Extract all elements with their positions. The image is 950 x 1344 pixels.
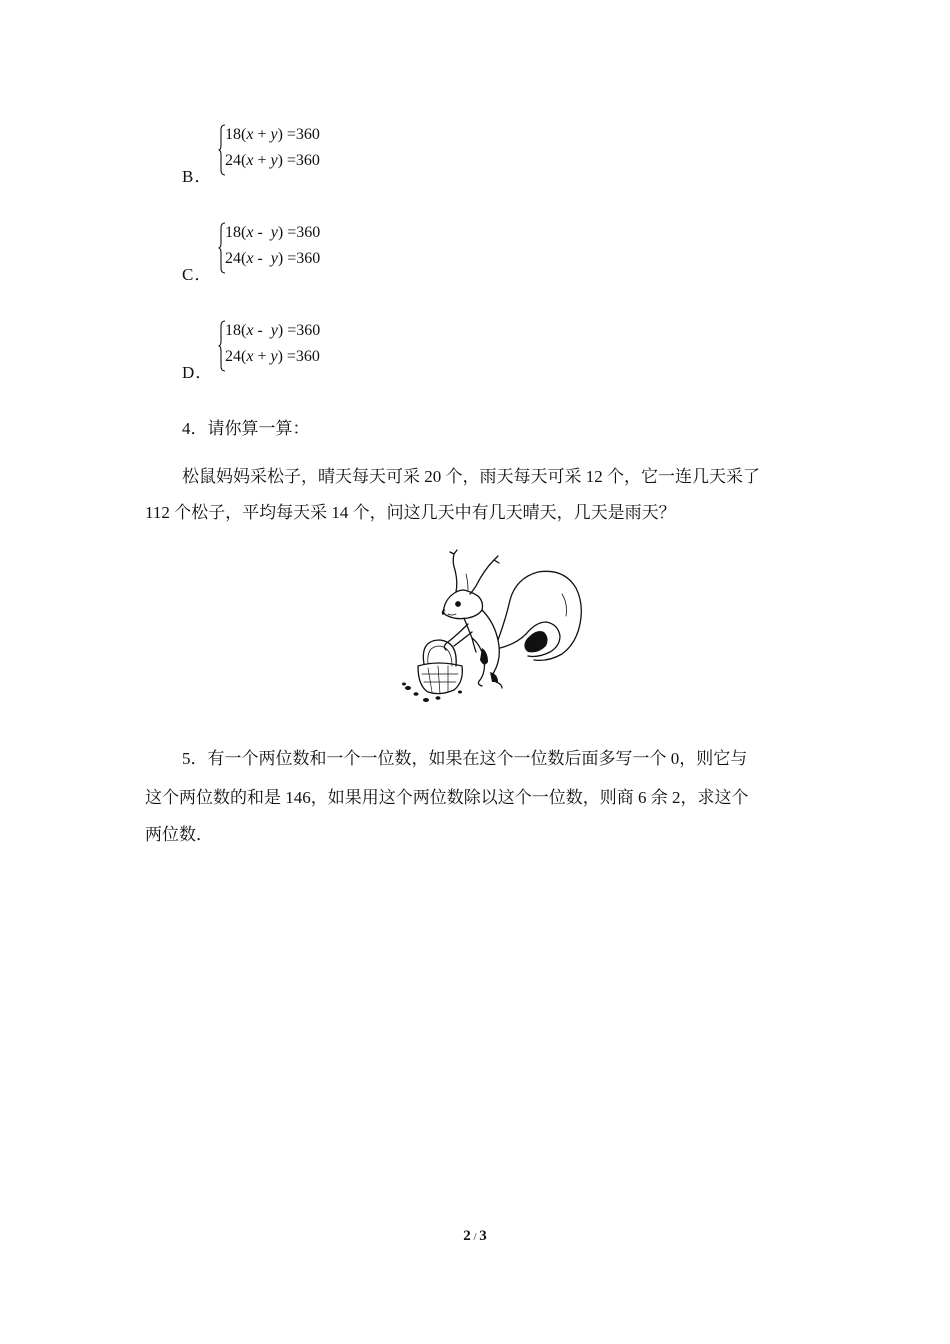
equation-1: 18(x + y) =360 <box>225 126 320 143</box>
equation-system <box>218 222 378 274</box>
equation-2: 24(x + y) =360 <box>225 152 320 169</box>
question-5-line-1: 5．有一个两位数和一个一位数，如果在这个一位数后面多写一个 0，则它与 <box>182 749 748 768</box>
page-number: 2 / 3 <box>463 1228 487 1244</box>
equation-system <box>218 320 378 372</box>
squirrel-illustration <box>398 548 598 708</box>
equation-system <box>218 124 378 176</box>
question-5-line-3: 两位数． <box>145 825 213 844</box>
option-label: B． <box>182 167 213 186</box>
question-4-line-2: 112 个松子，平均每天采 14 个，问这几天中有几天晴天，几天是雨天？ <box>145 503 676 522</box>
equation-2: 24(x - y) =360 <box>225 250 321 267</box>
question-5-line-2: 这个两位数的和是 146，如果用这个两位数除以这个一位数，则商 6 余 2，求这个 <box>145 788 749 807</box>
equation-1: 18(x - y) =360 <box>225 224 321 241</box>
option-label: D． <box>182 363 214 382</box>
question-4-title: 4．请你算一算： <box>182 419 310 438</box>
equation-1: 18(x - y) =360 <box>225 322 321 339</box>
option-label: C． <box>182 265 213 284</box>
equation-2: 24(x + y) =360 <box>225 348 320 365</box>
question-4-line-1: 松鼠妈妈采松子，晴天每天可采 20 个，雨天每天可采 12 个，它一连几天采了 <box>182 467 760 486</box>
